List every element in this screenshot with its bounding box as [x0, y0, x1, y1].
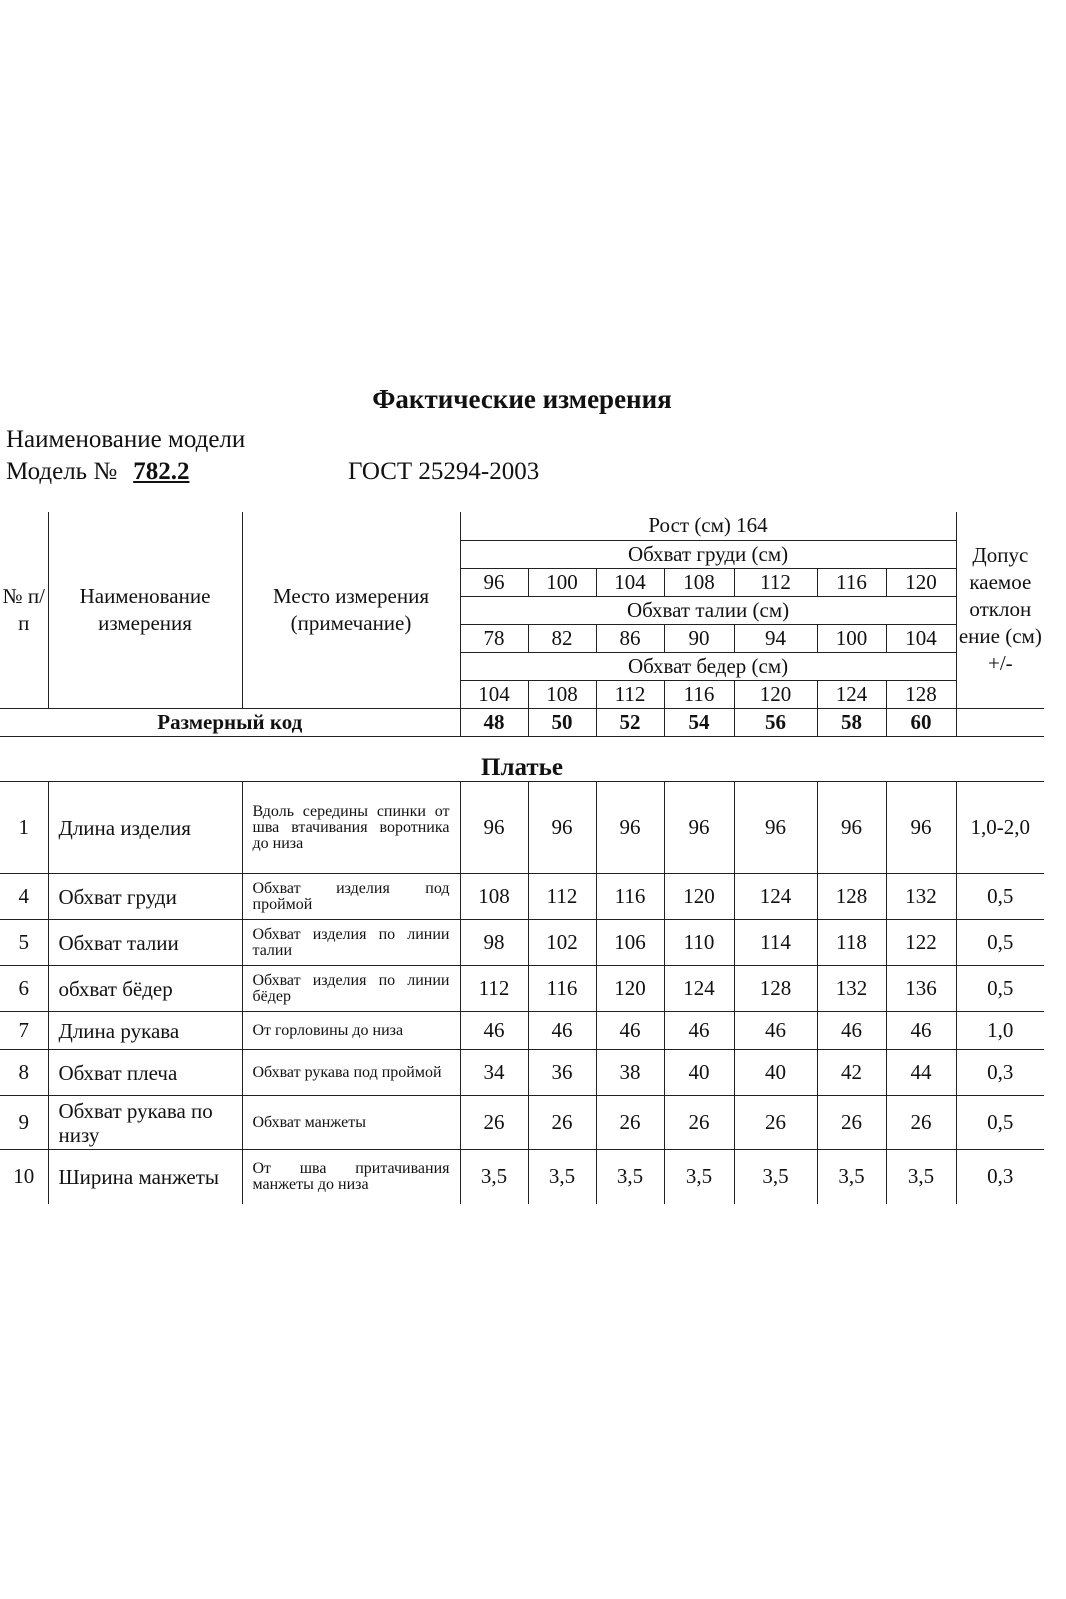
measurement-name: Длина рукава	[48, 1012, 242, 1050]
measurement-value: 122	[886, 920, 956, 966]
table-row	[0, 1150, 1044, 1204]
row-num: 10	[0, 1150, 48, 1204]
measurement-value: 44	[886, 1050, 956, 1096]
measurement-value: 36	[528, 1050, 596, 1096]
measurement-value: 26	[817, 1096, 886, 1150]
measurement-tolerance: 0,5	[956, 1096, 1044, 1150]
row-num: 8	[0, 1050, 48, 1096]
measurement-value: 106	[596, 920, 664, 966]
measurements-table	[0, 781, 1044, 1204]
row-num: 5	[0, 920, 48, 966]
hips-value: 104	[460, 680, 528, 708]
measurement-value: 46	[460, 1012, 528, 1050]
measurement-value: 132	[817, 966, 886, 1012]
measurement-value: 26	[528, 1096, 596, 1150]
measurement-value: 26	[734, 1096, 817, 1150]
table-row	[0, 1096, 1044, 1150]
size-code: 58	[817, 708, 886, 736]
measurement-place: Обхват изделия под проймой	[242, 874, 460, 920]
section-title: Платье	[481, 754, 563, 781]
measurement-tolerance: 0,3	[956, 1150, 1044, 1204]
waist-value: 90	[664, 624, 734, 652]
chest-value: 104	[596, 568, 664, 596]
header-num: № п/п	[0, 512, 48, 708]
measurement-tolerance: 1,0-2,0	[956, 782, 1044, 874]
table-row	[0, 874, 1044, 920]
measurement-value: 132	[886, 874, 956, 920]
size-header-table	[0, 512, 1044, 737]
measurement-value: 40	[664, 1050, 734, 1096]
measurement-value: 46	[817, 1012, 886, 1050]
measurement-value: 128	[734, 966, 817, 1012]
table-row	[0, 1012, 1044, 1050]
waist-value: 86	[596, 624, 664, 652]
chest-value: 120	[886, 568, 956, 596]
size-code: 52	[596, 708, 664, 736]
table-row	[0, 782, 1044, 874]
waist-value: 100	[817, 624, 886, 652]
measurement-place: От шва притачивания манжеты до низа	[242, 1150, 460, 1204]
measurement-value: 98	[460, 920, 528, 966]
measurement-place: Вдоль середины спинки от шва втачивания воротника до низа	[242, 782, 460, 874]
measurement-value: 3,5	[886, 1150, 956, 1204]
measurement-name: Обхват плеча	[48, 1050, 242, 1096]
hips-value: 116	[664, 680, 734, 708]
measurement-value: 96	[664, 782, 734, 874]
measurement-place: Обхват манжеты	[242, 1096, 460, 1150]
measurement-value: 26	[664, 1096, 734, 1150]
model-number: 782.2	[133, 458, 190, 485]
row-num: 9	[0, 1096, 48, 1150]
measurement-value: 102	[528, 920, 596, 966]
measurement-value: 26	[886, 1096, 956, 1150]
header-name: Наименование измерения	[48, 512, 242, 708]
measurement-value: 118	[817, 920, 886, 966]
measurement-value: 136	[886, 966, 956, 1012]
measurement-value: 112	[460, 966, 528, 1012]
measurement-value: 3,5	[734, 1150, 817, 1204]
measurement-value: 46	[596, 1012, 664, 1050]
measurement-place: Обхват изделия по линии бёдер	[242, 966, 460, 1012]
waist-value: 78	[460, 624, 528, 652]
row-num: 4	[0, 874, 48, 920]
measurement-value: 116	[596, 874, 664, 920]
measurement-value: 96	[528, 782, 596, 874]
table-row	[0, 1050, 1044, 1096]
header-tolerance: Допус каемое отклон ение (см) +/-	[956, 512, 1044, 708]
measurement-value: 46	[528, 1012, 596, 1050]
waist-value: 82	[528, 624, 596, 652]
measurement-value: 3,5	[528, 1150, 596, 1204]
table-row	[0, 920, 1044, 966]
measurement-value: 26	[596, 1096, 664, 1150]
measurement-name: Ширина манжеты	[48, 1150, 242, 1204]
measurement-value: 110	[664, 920, 734, 966]
measurement-place: От горловины до низа	[242, 1012, 460, 1050]
measurement-value: 124	[664, 966, 734, 1012]
measurement-value: 112	[528, 874, 596, 920]
chest-value: 100	[528, 568, 596, 596]
waist-value: 104	[886, 624, 956, 652]
row-num: 6	[0, 966, 48, 1012]
size-code: 56	[734, 708, 817, 736]
measurement-name: Длина изделия	[48, 782, 242, 874]
measurement-value: 96	[596, 782, 664, 874]
hips-value: 128	[886, 680, 956, 708]
measurement-value: 108	[460, 874, 528, 920]
measurement-value: 96	[734, 782, 817, 874]
hips-value: 108	[528, 680, 596, 708]
measurement-tolerance: 0,5	[956, 966, 1044, 1012]
measurement-value: 38	[596, 1050, 664, 1096]
header-place: Место измерения (примечание)	[242, 512, 460, 708]
size-code: 50	[528, 708, 596, 736]
size-code-label: Размерный код	[0, 708, 460, 736]
chest-value: 116	[817, 568, 886, 596]
measurement-name: Обхват груди	[48, 874, 242, 920]
measurement-value: 124	[734, 874, 817, 920]
size-code-tolerance-empty	[956, 708, 1044, 736]
hips-value: 112	[596, 680, 664, 708]
measurement-place: Обхват рукава под проймой	[242, 1050, 460, 1096]
document-title: Фактические измерения	[372, 384, 672, 414]
chest-value: 96	[460, 568, 528, 596]
measurement-tolerance: 0,5	[956, 920, 1044, 966]
measurement-value: 96	[460, 782, 528, 874]
waist-value: 94	[734, 624, 817, 652]
waist-label: Обхват талии (см)	[460, 596, 956, 624]
row-num: 1	[0, 782, 48, 874]
measurement-tolerance: 1,0	[956, 1012, 1044, 1050]
size-code: 48	[460, 708, 528, 736]
measurement-value: 3,5	[596, 1150, 664, 1204]
height-label: Рост (см) 164	[460, 512, 956, 540]
measurement-name: Обхват рукава по низу	[48, 1096, 242, 1150]
measurement-value: 42	[817, 1050, 886, 1096]
measurement-value: 116	[528, 966, 596, 1012]
chest-value: 112	[734, 568, 817, 596]
size-code: 54	[664, 708, 734, 736]
measurement-value: 120	[664, 874, 734, 920]
hips-value: 120	[734, 680, 817, 708]
standard-label: ГОСТ 25294-2003	[348, 458, 540, 485]
measurement-value: 3,5	[817, 1150, 886, 1204]
size-code: 60	[886, 708, 956, 736]
measurement-value: 96	[817, 782, 886, 874]
measurement-value: 26	[460, 1096, 528, 1150]
model-number-label: Модель №	[6, 458, 118, 485]
measurement-value: 96	[886, 782, 956, 874]
measurement-value: 120	[596, 966, 664, 1012]
measurement-value: 3,5	[460, 1150, 528, 1204]
measurement-value: 40	[734, 1050, 817, 1096]
measurement-name: обхват бёдер	[48, 966, 242, 1012]
hips-value: 124	[817, 680, 886, 708]
measurement-tolerance: 0,3	[956, 1050, 1044, 1096]
table-row	[0, 966, 1044, 1012]
measurement-value: 128	[817, 874, 886, 920]
measurement-name: Обхват талии	[48, 920, 242, 966]
measurement-value: 46	[734, 1012, 817, 1050]
measurement-value: 3,5	[664, 1150, 734, 1204]
measurement-value: 114	[734, 920, 817, 966]
measurement-value: 34	[460, 1050, 528, 1096]
chest-label: Обхват груди (см)	[460, 540, 956, 568]
measurement-place: Обхват изделия по линии талии	[242, 920, 460, 966]
measurement-value: 46	[664, 1012, 734, 1050]
hips-label: Обхват бедер (см)	[460, 652, 956, 680]
model-number-line	[6, 458, 191, 486]
chest-value: 108	[664, 568, 734, 596]
model-name-label: Наименование модели	[6, 426, 246, 453]
measurement-tolerance: 0,5	[956, 874, 1044, 920]
row-num: 7	[0, 1012, 48, 1050]
measurement-value: 46	[886, 1012, 956, 1050]
